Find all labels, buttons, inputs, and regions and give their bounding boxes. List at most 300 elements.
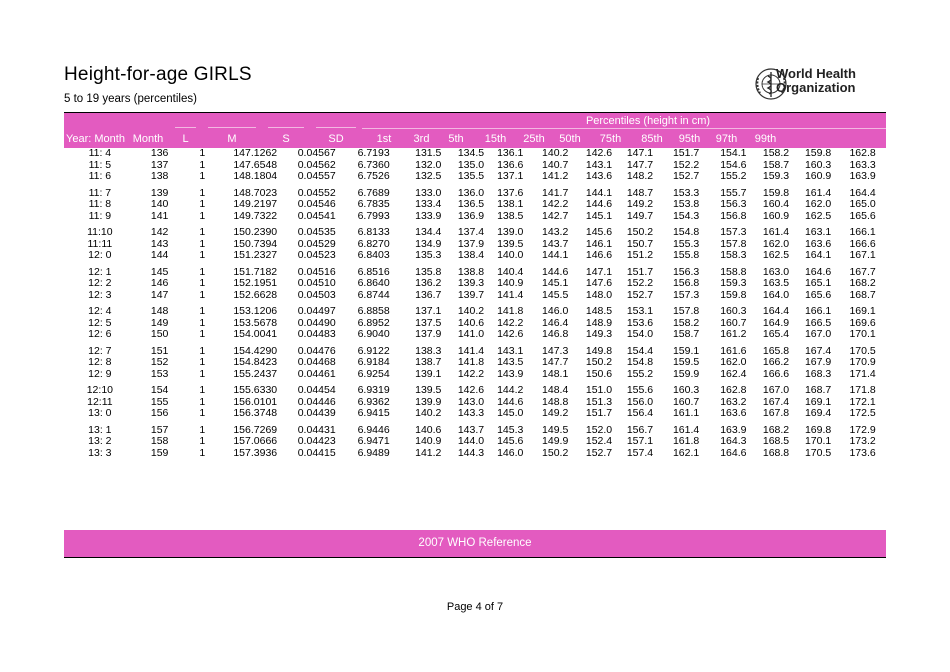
table-cell: 153.3 bbox=[672, 186, 700, 199]
table-cell: 168.5 bbox=[762, 435, 790, 447]
table-cell: 159.9 bbox=[672, 367, 700, 380]
table-cell: 167.7 bbox=[849, 265, 876, 278]
table-cell: 149.7322 bbox=[233, 209, 278, 222]
table-cell: 142.6 bbox=[497, 328, 524, 340]
table-cell: 147.1 bbox=[585, 265, 613, 278]
table-cell: 141.7 bbox=[542, 186, 569, 199]
table-cell: 136.0 bbox=[457, 186, 485, 199]
table-cell: 146.8 bbox=[542, 328, 569, 340]
table-cell: 0.04490 bbox=[297, 316, 336, 329]
table-cell: 0.04510 bbox=[297, 277, 336, 289]
table-cell: 147.1 bbox=[626, 147, 654, 159]
table-row bbox=[64, 222, 886, 239]
table-cell: 141.2 bbox=[415, 446, 442, 459]
table-cell: 148.9 bbox=[585, 316, 613, 329]
table-cell: 165.0 bbox=[849, 198, 876, 210]
table-cell: 140.2 bbox=[457, 305, 485, 317]
table-cell: 12: 2 bbox=[88, 277, 112, 289]
table-cell: 135.8 bbox=[415, 265, 442, 278]
table-cell: 138.8 bbox=[457, 265, 485, 278]
table-cell: 0.04552 bbox=[297, 186, 336, 199]
table-cell: 11: 5 bbox=[88, 158, 112, 171]
table-cell: 6.8133 bbox=[357, 226, 390, 238]
table-row bbox=[64, 436, 886, 448]
table-cell: 141.4 bbox=[497, 288, 524, 301]
table-cell: 136.5 bbox=[457, 198, 485, 210]
table-cell: 12: 0 bbox=[88, 249, 112, 261]
table-cell: 164.6 bbox=[720, 446, 747, 459]
table-cell: 142.2 bbox=[497, 316, 524, 329]
table-cell: 147.6 bbox=[585, 277, 613, 289]
table-cell: 143 bbox=[150, 237, 169, 250]
table-cell: 137.6 bbox=[497, 186, 524, 199]
table-cell: 158.2 bbox=[672, 316, 700, 329]
column-header: 15th bbox=[484, 133, 507, 145]
table-cell: 166.6 bbox=[849, 237, 876, 250]
table-cell: 135.3 bbox=[415, 249, 442, 261]
table-cell: 157.3 bbox=[720, 226, 747, 238]
height-table bbox=[64, 148, 886, 459]
table-row bbox=[64, 448, 886, 460]
table-cell: 1 bbox=[199, 356, 206, 368]
column-header: 50th bbox=[559, 133, 581, 145]
table-cell: 164.4 bbox=[849, 186, 876, 199]
table-cell: 155.3 bbox=[672, 237, 700, 250]
table-cell: 144.2 bbox=[497, 384, 524, 396]
table-cell: 158 bbox=[150, 435, 169, 447]
table-cell: 172.5 bbox=[849, 407, 876, 419]
table-cell: 139.0 bbox=[497, 226, 524, 238]
table-cell: 159.3 bbox=[762, 170, 790, 182]
table-cell: 161.4 bbox=[672, 423, 700, 436]
table-cell: 140.4 bbox=[497, 265, 524, 278]
table-cell: 1 bbox=[199, 367, 206, 380]
table-cell: 153.1206 bbox=[233, 305, 278, 317]
table-cell: 154.1 bbox=[720, 147, 747, 159]
table-cell: 152.7 bbox=[585, 446, 613, 459]
table-row bbox=[64, 369, 886, 381]
table-cell: 164.0 bbox=[762, 288, 790, 301]
table-cell: 145.3 bbox=[497, 423, 524, 436]
table-cell: 158.3 bbox=[720, 249, 747, 261]
table-cell: 168.2 bbox=[849, 277, 876, 289]
table-cell: 139.7 bbox=[457, 288, 485, 301]
table-cell: 156.3748 bbox=[233, 407, 278, 419]
table-cell: 1 bbox=[199, 186, 206, 199]
table-cell: 159.5 bbox=[672, 356, 700, 368]
table-cell: 6.7360 bbox=[357, 158, 390, 171]
table-cell: 160.3 bbox=[720, 305, 747, 317]
table-cell: 142.7 bbox=[542, 209, 569, 222]
bottom-rule bbox=[64, 557, 886, 558]
table-cell: 148.1804 bbox=[233, 170, 278, 182]
footer-band: 2007 WHO Reference bbox=[64, 530, 886, 557]
table-cell: 169.6 bbox=[849, 316, 876, 329]
column-header: M bbox=[227, 133, 237, 145]
table-cell: 152.7 bbox=[626, 288, 654, 301]
table-cell: 141.2 bbox=[542, 170, 569, 182]
table-cell: 143.3 bbox=[457, 407, 485, 419]
table-cell: 163.3 bbox=[849, 158, 876, 171]
table-cell: 163.6 bbox=[804, 237, 832, 250]
table-cell: 157.1 bbox=[626, 435, 654, 447]
table-cell: 162.5 bbox=[762, 249, 790, 261]
table-cell: 6.7993 bbox=[357, 209, 390, 222]
table-cell: 0.04523 bbox=[297, 249, 336, 261]
table-cell: 151.2 bbox=[626, 249, 654, 261]
table-cell: 151.3 bbox=[585, 395, 613, 408]
table-cell: 149.3 bbox=[585, 328, 613, 340]
table-cell: 163.2 bbox=[720, 395, 747, 408]
table-cell: 150.2 bbox=[542, 446, 569, 459]
table-cell: 165.6 bbox=[804, 288, 832, 301]
table-cell: 144.6 bbox=[542, 265, 569, 278]
table-cell: 12: 6 bbox=[88, 328, 112, 340]
table-cell: 139.1 bbox=[415, 367, 442, 380]
table-cell: 137 bbox=[150, 158, 169, 171]
table-cell: 159.8 bbox=[720, 288, 747, 301]
table-cell: 13: 0 bbox=[88, 407, 112, 419]
table-cell: 166.1 bbox=[849, 226, 876, 238]
table-cell: 1 bbox=[199, 277, 206, 289]
table-cell: 143.9 bbox=[497, 367, 524, 380]
table-cell: 167.4 bbox=[804, 344, 832, 357]
page-number: Page 4 of 7 bbox=[446, 601, 504, 613]
table-cell: 147.7 bbox=[626, 158, 654, 171]
table-cell: 1 bbox=[199, 147, 206, 159]
table-cell: 173.6 bbox=[849, 446, 876, 459]
table-cell: 1 bbox=[199, 316, 206, 329]
table-cell: 146.0 bbox=[542, 305, 569, 317]
column-header: 25th bbox=[523, 133, 545, 145]
table-cell: 6.7689 bbox=[357, 186, 390, 199]
table-cell: 154.8423 bbox=[233, 356, 278, 368]
table-cell: 6.9184 bbox=[357, 356, 390, 368]
table-row bbox=[64, 408, 886, 420]
table-cell: 154.6 bbox=[720, 158, 747, 171]
table-cell: 138.5 bbox=[497, 209, 524, 222]
table-cell: 170.5 bbox=[804, 446, 832, 459]
table-cell: 151.7 bbox=[585, 407, 613, 419]
table-cell: 146.1 bbox=[585, 237, 613, 250]
table-cell: 156.7269 bbox=[233, 423, 278, 436]
table-cell: 170.9 bbox=[849, 356, 876, 368]
table-cell: 6.9122 bbox=[357, 344, 390, 357]
table-cell: 169.8 bbox=[804, 423, 832, 436]
table-cell: 137.1 bbox=[497, 170, 524, 182]
table-cell: 150 bbox=[150, 328, 169, 340]
table-cell: 160.9 bbox=[804, 170, 832, 182]
table-cell: 1 bbox=[199, 198, 206, 210]
table-cell: 12: 3 bbox=[88, 288, 112, 301]
table-cell: 156.0101 bbox=[233, 395, 278, 408]
table-cell: 149.5 bbox=[542, 423, 569, 436]
table-cell: 150.2390 bbox=[233, 226, 278, 238]
table-cell: 1 bbox=[199, 305, 206, 317]
table-cell: 144.6 bbox=[497, 395, 524, 408]
column-header: Month bbox=[132, 133, 164, 145]
table-cell: 163.0 bbox=[762, 265, 790, 278]
column-header: S bbox=[282, 133, 290, 145]
table-cell: 168.7 bbox=[804, 384, 832, 396]
table-cell: 145.1 bbox=[585, 209, 613, 222]
table-cell: 161.2 bbox=[720, 328, 747, 340]
table-cell: 173.2 bbox=[849, 435, 876, 447]
table-cell: 150.7394 bbox=[233, 237, 278, 250]
column-header: 75th bbox=[599, 133, 622, 145]
table-cell: 157 bbox=[150, 423, 169, 436]
table-cell: 145.6 bbox=[585, 226, 613, 238]
table-cell: 157.3 bbox=[672, 288, 700, 301]
table-cell: 1 bbox=[199, 265, 206, 278]
table-cell: 1 bbox=[199, 446, 206, 459]
table-cell: 12:10 bbox=[86, 384, 113, 396]
table-cell: 1 bbox=[199, 249, 206, 261]
table-cell: 144.3 bbox=[457, 446, 485, 459]
table-cell: 133.4 bbox=[415, 198, 442, 210]
table-cell: 137.9 bbox=[415, 328, 442, 340]
table-cell: 167.0 bbox=[762, 384, 790, 396]
table-cell: 6.7835 bbox=[357, 198, 390, 210]
percentiles-rule bbox=[362, 128, 886, 129]
table-cell: 143.5 bbox=[497, 356, 524, 368]
table-cell: 0.04461 bbox=[297, 367, 336, 380]
table-cell: 1 bbox=[199, 384, 206, 396]
table-cell: 136.9 bbox=[457, 209, 485, 222]
table-cell: 132.0 bbox=[415, 158, 442, 171]
table-cell: 154.8 bbox=[672, 226, 700, 238]
table-cell: 165.8 bbox=[762, 344, 790, 357]
column-header: 95th bbox=[678, 133, 701, 145]
table-cell: 143.1 bbox=[585, 158, 613, 171]
table-cell: 161.8 bbox=[672, 435, 700, 447]
table-cell: 158.8 bbox=[720, 265, 747, 278]
table-cell: 140.2 bbox=[542, 147, 569, 159]
table-cell: 143.0 bbox=[457, 395, 485, 408]
table-cell: 145.6 bbox=[497, 435, 524, 447]
table-cell: 148.7023 bbox=[233, 186, 278, 199]
table-cell: 163.1 bbox=[804, 226, 832, 238]
page-title: Height-for-age GIRLS bbox=[64, 64, 252, 85]
table-cell: 138 bbox=[150, 170, 169, 182]
table-cell: 150.2 bbox=[585, 356, 613, 368]
table-row bbox=[64, 148, 886, 160]
table-cell: 152.7 bbox=[672, 170, 700, 182]
table-cell: 12: 8 bbox=[88, 356, 112, 368]
table-cell: 134.4 bbox=[415, 226, 442, 238]
table-cell: 142.6 bbox=[585, 147, 613, 159]
table-cell: 157.4 bbox=[626, 446, 654, 459]
table-cell: 12: 5 bbox=[88, 316, 112, 329]
table-cell: 145.5 bbox=[542, 288, 569, 301]
table-cell: 160.7 bbox=[720, 316, 747, 329]
table-cell: 13: 2 bbox=[88, 435, 112, 447]
table-cell: 152.2 bbox=[672, 158, 700, 171]
table-cell: 148.2 bbox=[626, 170, 654, 182]
table-cell: 156.7 bbox=[626, 423, 654, 436]
table-cell: 12: 9 bbox=[88, 367, 112, 380]
table-cell: 162.0 bbox=[720, 356, 747, 368]
table-cell: 11: 8 bbox=[88, 198, 112, 210]
table-cell: 149.7 bbox=[626, 209, 654, 222]
table-cell: 154.8 bbox=[626, 356, 654, 368]
table-cell: 1 bbox=[199, 170, 206, 182]
table-cell: 148.8 bbox=[542, 395, 569, 408]
column-headers bbox=[64, 131, 886, 147]
table-cell: 163.6 bbox=[720, 407, 747, 419]
header-accent-line bbox=[268, 127, 304, 128]
table-row bbox=[64, 420, 886, 437]
table-cell: 146.6 bbox=[585, 249, 613, 261]
table-cell: 141.0 bbox=[457, 328, 485, 340]
table-cell: 0.04546 bbox=[297, 198, 336, 210]
table-cell: 156.3 bbox=[720, 198, 747, 210]
table-cell: 159.8 bbox=[762, 186, 790, 199]
table-cell: 146.4 bbox=[542, 316, 569, 329]
table-cell: 141.8 bbox=[457, 356, 485, 368]
table-cell: 152.4 bbox=[585, 435, 613, 447]
table-cell: 147 bbox=[150, 288, 169, 301]
table-cell: 138.3 bbox=[415, 344, 442, 357]
table-cell: 152.0 bbox=[585, 423, 613, 436]
table-cell: 163.9 bbox=[849, 170, 876, 182]
table-row bbox=[64, 171, 886, 183]
table-cell: 165.1 bbox=[804, 277, 832, 289]
table-cell: 1 bbox=[199, 288, 206, 301]
table-cell: 6.9362 bbox=[357, 395, 390, 408]
table-cell: 6.8858 bbox=[357, 305, 390, 317]
table-cell: 11: 9 bbox=[88, 209, 112, 222]
table-cell: 156.8 bbox=[672, 277, 700, 289]
table-cell: 6.9415 bbox=[357, 407, 390, 419]
table-cell: 161.1 bbox=[672, 407, 700, 419]
table-cell: 162.1 bbox=[672, 446, 700, 459]
table-cell: 133.0 bbox=[415, 186, 442, 199]
table-cell: 169.1 bbox=[804, 395, 832, 408]
table-cell: 1 bbox=[199, 395, 206, 408]
table-cell: 166.2 bbox=[762, 356, 790, 368]
table-cell: 155 bbox=[150, 395, 169, 408]
table-cell: 144.6 bbox=[585, 198, 613, 210]
table-cell: 148.5 bbox=[585, 305, 613, 317]
table-cell: 158.7 bbox=[672, 328, 700, 340]
table-cell: 144 bbox=[150, 249, 169, 261]
table-cell: 157.0666 bbox=[233, 435, 278, 447]
table-cell: 138.4 bbox=[457, 249, 485, 261]
table-cell: 169.1 bbox=[849, 305, 876, 317]
table-cell: 0.04535 bbox=[297, 226, 336, 238]
table-cell: 148.4 bbox=[542, 384, 569, 396]
table-cell: 150.2 bbox=[626, 226, 654, 238]
table-cell: 143.1 bbox=[497, 344, 524, 357]
table-cell: 160.3 bbox=[672, 384, 700, 396]
table-cell: 168.8 bbox=[762, 446, 790, 459]
table-cell: 1 bbox=[199, 226, 206, 238]
table-cell: 157.8 bbox=[672, 305, 700, 317]
table-cell: 1 bbox=[199, 435, 206, 447]
table-cell: 142.6 bbox=[457, 384, 485, 396]
header-accent-line bbox=[208, 127, 256, 128]
table-cell: 0.04541 bbox=[297, 209, 336, 222]
table-row bbox=[64, 211, 886, 223]
table-cell: 170.1 bbox=[804, 435, 832, 447]
table-cell: 0.04423 bbox=[297, 435, 336, 447]
table-cell: 142.2 bbox=[457, 367, 485, 380]
table-cell: 6.9489 bbox=[357, 446, 390, 459]
table-cell: 152 bbox=[150, 356, 169, 368]
table-row bbox=[64, 329, 886, 341]
table-cell: 160.3 bbox=[804, 158, 832, 171]
table-cell: 1 bbox=[199, 328, 206, 340]
table-cell: 0.04476 bbox=[297, 344, 336, 357]
logo-line1: World Health bbox=[776, 66, 856, 81]
header-accent-line bbox=[316, 127, 356, 128]
table-row bbox=[64, 301, 886, 318]
table-cell: 138.1 bbox=[497, 198, 524, 210]
table-cell: 155.6330 bbox=[233, 384, 278, 396]
table-cell: 152.1951 bbox=[233, 277, 278, 289]
table-cell: 153.1 bbox=[626, 305, 654, 317]
table-cell: 139.9 bbox=[415, 395, 442, 408]
table-cell: 145.1 bbox=[542, 277, 569, 289]
table-cell: 0.04557 bbox=[297, 170, 336, 182]
table-cell: 0.04503 bbox=[297, 288, 336, 301]
table-cell: 160.9 bbox=[762, 209, 790, 222]
table-cell: 151.0 bbox=[585, 384, 613, 396]
table-cell: 148.1 bbox=[542, 367, 569, 380]
table-cell: 136.2 bbox=[415, 277, 442, 289]
table-cell: 160.7 bbox=[672, 395, 700, 408]
table-cell: 168.3 bbox=[804, 367, 832, 380]
table-row bbox=[64, 262, 886, 279]
table-cell: 167.9 bbox=[804, 356, 832, 368]
table-cell: 161.4 bbox=[762, 226, 790, 238]
table-cell: 159.3 bbox=[720, 277, 747, 289]
table-cell: 6.8744 bbox=[357, 288, 390, 301]
table-cell: 13: 3 bbox=[88, 446, 112, 459]
table-cell: 150.7 bbox=[626, 237, 654, 250]
table-cell: 12: 4 bbox=[88, 305, 112, 317]
table-cell: 139.3 bbox=[457, 277, 485, 289]
table-cell: 0.04567 bbox=[297, 147, 336, 159]
table-cell: 159 bbox=[150, 446, 169, 459]
table-cell: 162.8 bbox=[849, 147, 876, 159]
table-cell: 11:11 bbox=[87, 237, 113, 250]
table-cell: 162.8 bbox=[720, 384, 747, 396]
table-cell: 164.3 bbox=[720, 435, 747, 447]
table-cell: 11: 6 bbox=[88, 170, 112, 182]
table-cell: 162.4 bbox=[720, 367, 747, 380]
table-cell: 6.7526 bbox=[357, 170, 390, 182]
table-cell: 167.1 bbox=[849, 249, 876, 261]
table-cell: 140.6 bbox=[457, 316, 485, 329]
table-row bbox=[64, 278, 886, 290]
table-row bbox=[64, 250, 886, 262]
table-cell: 144.1 bbox=[585, 186, 613, 199]
table-cell: 147.3 bbox=[542, 344, 569, 357]
table-cell: 152.2 bbox=[626, 277, 654, 289]
table-cell: 164.1 bbox=[804, 249, 832, 261]
table-cell: 157.3936 bbox=[233, 446, 278, 459]
table-cell: 140.0 bbox=[497, 249, 524, 261]
table-cell: 171.8 bbox=[849, 384, 876, 396]
table-cell: 134.9 bbox=[415, 237, 442, 250]
table-cell: 153.6 bbox=[626, 316, 654, 329]
table-cell: 137.1 bbox=[415, 305, 442, 317]
table-cell: 0.04483 bbox=[297, 328, 336, 340]
table-cell: 165.4 bbox=[762, 328, 790, 340]
table-cell: 6.9319 bbox=[357, 384, 390, 396]
